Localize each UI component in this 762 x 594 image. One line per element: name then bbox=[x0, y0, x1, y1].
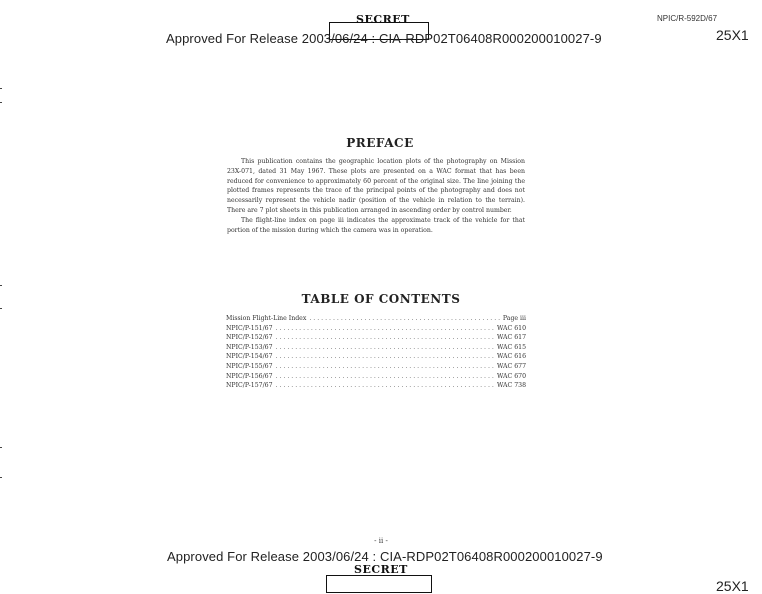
preface-heading bbox=[0, 136, 762, 150]
toc-entry-label: NPIC/P-154/67 bbox=[226, 353, 273, 361]
toc-entry-page: WAC 670 bbox=[496, 372, 526, 380]
page-number: - ii - bbox=[374, 537, 388, 545]
toc-leader-dots bbox=[276, 363, 494, 370]
table-of-contents bbox=[226, 315, 526, 392]
toc-leader-dots bbox=[276, 325, 494, 332]
toc-entry-page: WAC 615 bbox=[496, 343, 526, 351]
preface-body bbox=[227, 157, 525, 235]
scan-margin-mark bbox=[0, 308, 2, 309]
preface-title: PREFACE bbox=[346, 136, 414, 150]
toc-entry bbox=[226, 382, 526, 392]
scan-margin-mark bbox=[0, 102, 2, 103]
toc-entry-page: WAC 617 bbox=[496, 334, 526, 342]
toc-entry-label: NPIC/P-157/67 bbox=[226, 382, 273, 390]
classification-box-bottom bbox=[326, 575, 432, 593]
exemption-marking-top: 25X1 bbox=[716, 27, 749, 43]
toc-leader-dots bbox=[276, 334, 494, 341]
toc-entry bbox=[226, 353, 526, 363]
toc-entry bbox=[226, 373, 526, 383]
toc-entry-page: WAC 677 bbox=[496, 362, 526, 370]
toc-heading: TABLE OF CONTENTS bbox=[301, 292, 461, 306]
toc-entry bbox=[226, 315, 526, 325]
toc-entry-page: WAC 610 bbox=[496, 324, 526, 332]
toc-entry bbox=[226, 344, 526, 354]
exemption-marking-bottom: 25X1 bbox=[716, 578, 749, 594]
scan-margin-mark bbox=[0, 477, 2, 478]
scan-margin-mark bbox=[0, 88, 2, 89]
scan-margin-mark bbox=[0, 285, 2, 286]
preface-paragraph: This publication contains the geographic location plots of the photography on Mission 23X-071, dated 31 May 1967. These plots are presented on a WAC format that has been reduced for convenience to approximately 60 percent of the original size. The line joining the plotted frames represents the trace of the principal points of the photography and does not necessarily represent the vehicle nadir (position of the vehicle in relation to the terrain). There are 7 plot sheets in this publication arranged in ascending order by control number. bbox=[227, 158, 525, 214]
toc-entry-label: Mission Flight-Line Index bbox=[226, 315, 307, 322]
toc-entry bbox=[226, 334, 526, 344]
toc-leader-dots bbox=[276, 344, 494, 351]
toc-leader-dots bbox=[309, 315, 500, 322]
classification-marking-top: SECRET bbox=[356, 13, 410, 26]
toc-entry-label: NPIC/P-151/67 bbox=[226, 324, 273, 332]
toc-leader-dots bbox=[276, 382, 494, 389]
toc-entry-label: NPIC/P-152/67 bbox=[226, 334, 273, 342]
release-line-bottom: Approved For Release 2003/06/24 : CIA-RDP02T06408R000200010027-9 bbox=[167, 549, 603, 564]
toc-leader-dots bbox=[276, 373, 494, 380]
toc-leader-dots bbox=[276, 353, 494, 360]
document-number: NPIC/R-592D/67 bbox=[657, 14, 718, 23]
toc-entry-page: WAC 738 bbox=[496, 382, 526, 390]
toc-entry-page: WAC 616 bbox=[496, 353, 526, 361]
toc-entry-label: NPIC/P-155/67 bbox=[226, 362, 273, 370]
toc-entry-label: NPIC/P-153/67 bbox=[226, 343, 273, 351]
toc-entry bbox=[226, 325, 526, 335]
scan-margin-mark bbox=[0, 447, 2, 448]
toc-entry bbox=[226, 363, 526, 373]
toc-entry-label: NPIC/P-156/67 bbox=[226, 372, 273, 380]
release-line-top: Approved For Release 2003/06/24 : CIA-RDP02T06408R000200010027-9 bbox=[166, 31, 602, 46]
classification-marking-bottom: SECRET bbox=[354, 563, 408, 576]
toc-entry-page: Page iii bbox=[502, 315, 526, 322]
preface-paragraph: The flight-line index on page iii indicates the approximate track of the vehicle for that portion of the mission during which the camera was in operation. bbox=[227, 216, 525, 234]
